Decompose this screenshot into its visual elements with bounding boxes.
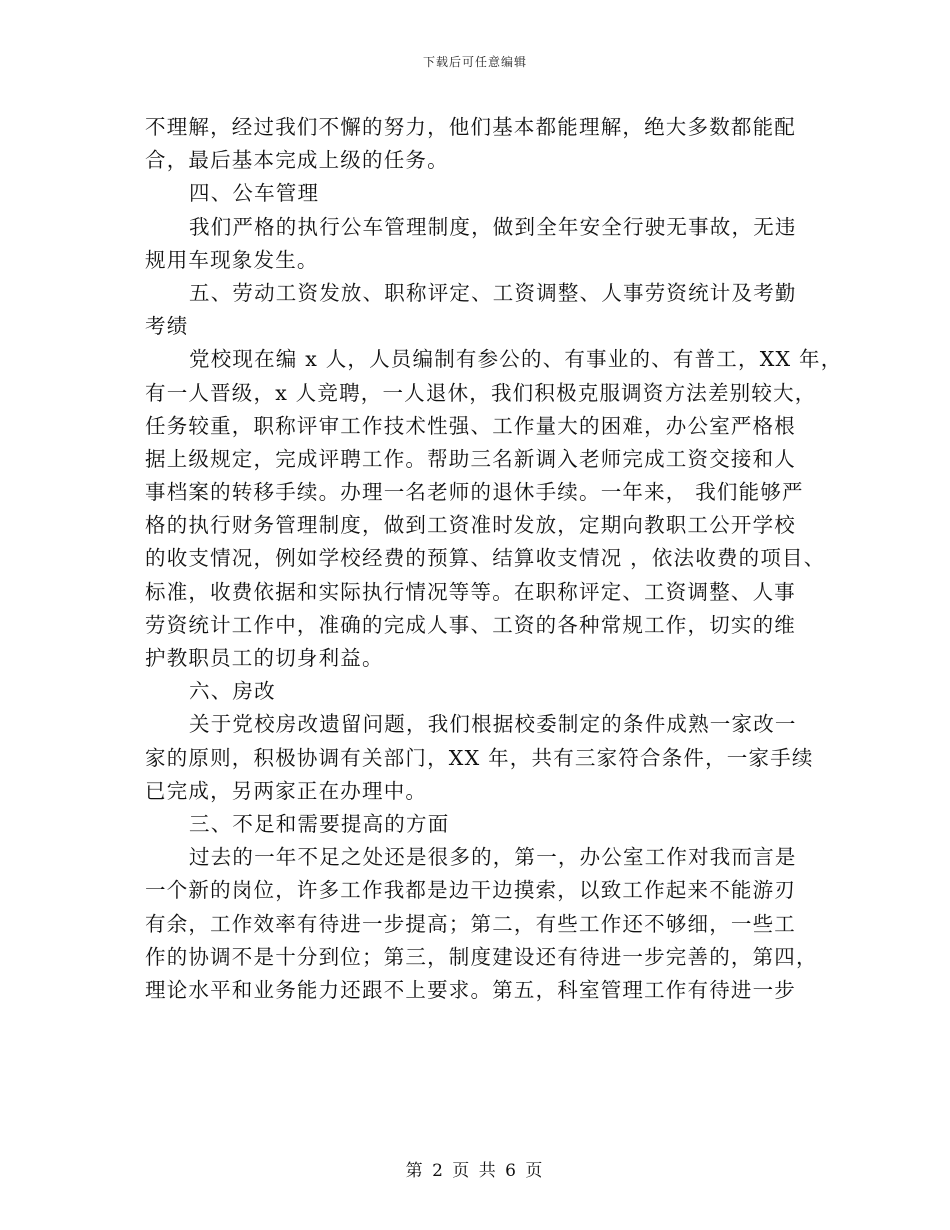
page-footer: 第 2 页 共 6 页: [405, 1161, 545, 1181]
text-line: 已完成，另两家正在办理中。: [145, 778, 428, 803]
page-header: 下载后可任意编辑: [422, 55, 527, 69]
text-line: 家的原则，积极协调有关部门，XX 年，共有三家符合条件，一家手续: [145, 745, 814, 770]
section-heading: 三、不足和需要提高的方面: [189, 811, 450, 836]
text-line: 合，最后基本完成上级的任务。: [145, 148, 449, 173]
text-line: 过去的一年不足之处还是很多的，第一，办公室工作对我而言是: [189, 845, 797, 870]
text-line: 规用车现象发生。: [145, 247, 319, 272]
text-line: 党校现在编 x 人，人员编制有参公的、有事业的、有普工，XX 年，: [189, 347, 843, 372]
text-line: 考绩: [145, 314, 189, 339]
text-line: 据上级规定，完成评聘工作。帮助三名新调入老师完成工资交接和人: [145, 446, 796, 471]
text-line: 事档案的转移手续。办理一名老师的退休手续。一年来， 我们能够严: [145, 480, 804, 505]
text-line: 标准，收费依据和实际执行情况等等。在职称评定、工资调整、人事: [145, 579, 796, 604]
text-line: 作的协调不是十分到位；第三，制度建设还有待进一步完善的，第四，: [145, 944, 818, 969]
section-heading: 五、劳动工资发放、职称评定、工资调整、人事劳资统计及考勤: [189, 280, 797, 305]
section-heading: 四、公车管理: [189, 181, 320, 206]
text-line: 理论水平和业务能力还跟不上要求。第五，科室管理工作有待进一步: [145, 977, 796, 1002]
document-body: [145, 111, 843, 1007]
text-line: 一个新的岗位，许多工作我都是边干边摸索，以致工作起来不能游刃: [145, 878, 796, 903]
text-line: 有一人晋级，x 人竞聘，一人退休，我们积极克服调资方法差别较大，: [145, 380, 817, 405]
text-line: 格的执行财务管理制度，做到工资准时发放，定期向教职工公开学校: [145, 513, 796, 538]
text-line: 任务较重，职称评审工作技术性强、工作量大的困难，办公室严格根: [145, 413, 796, 438]
text-line: 有余，工作效率有待进一步提高；第二，有些工作还不够细，一些工: [145, 911, 796, 936]
section-heading: 六、房改: [189, 679, 276, 704]
text-line: 我们严格的执行公车管理制度，做到全年安全行驶无事故，无违: [189, 214, 797, 239]
text-line: 关于党校房改遗留问题，我们根据校委制定的条件成熟一家改一: [189, 712, 797, 737]
text-line: 护教职员工的切身利益。: [145, 646, 384, 670]
text-line: 不理解，经过我们不懈的努力，他们基本都能理解，绝大多数都能配: [145, 115, 796, 139]
text-line: 劳资统计工作中，准确的完成人事、工资的各种常规工作，切实的维: [145, 612, 796, 637]
text-line: 的收支情况，例如学校经费的预算、结算收支情况 ，依法收费的项目、: [145, 546, 826, 571]
